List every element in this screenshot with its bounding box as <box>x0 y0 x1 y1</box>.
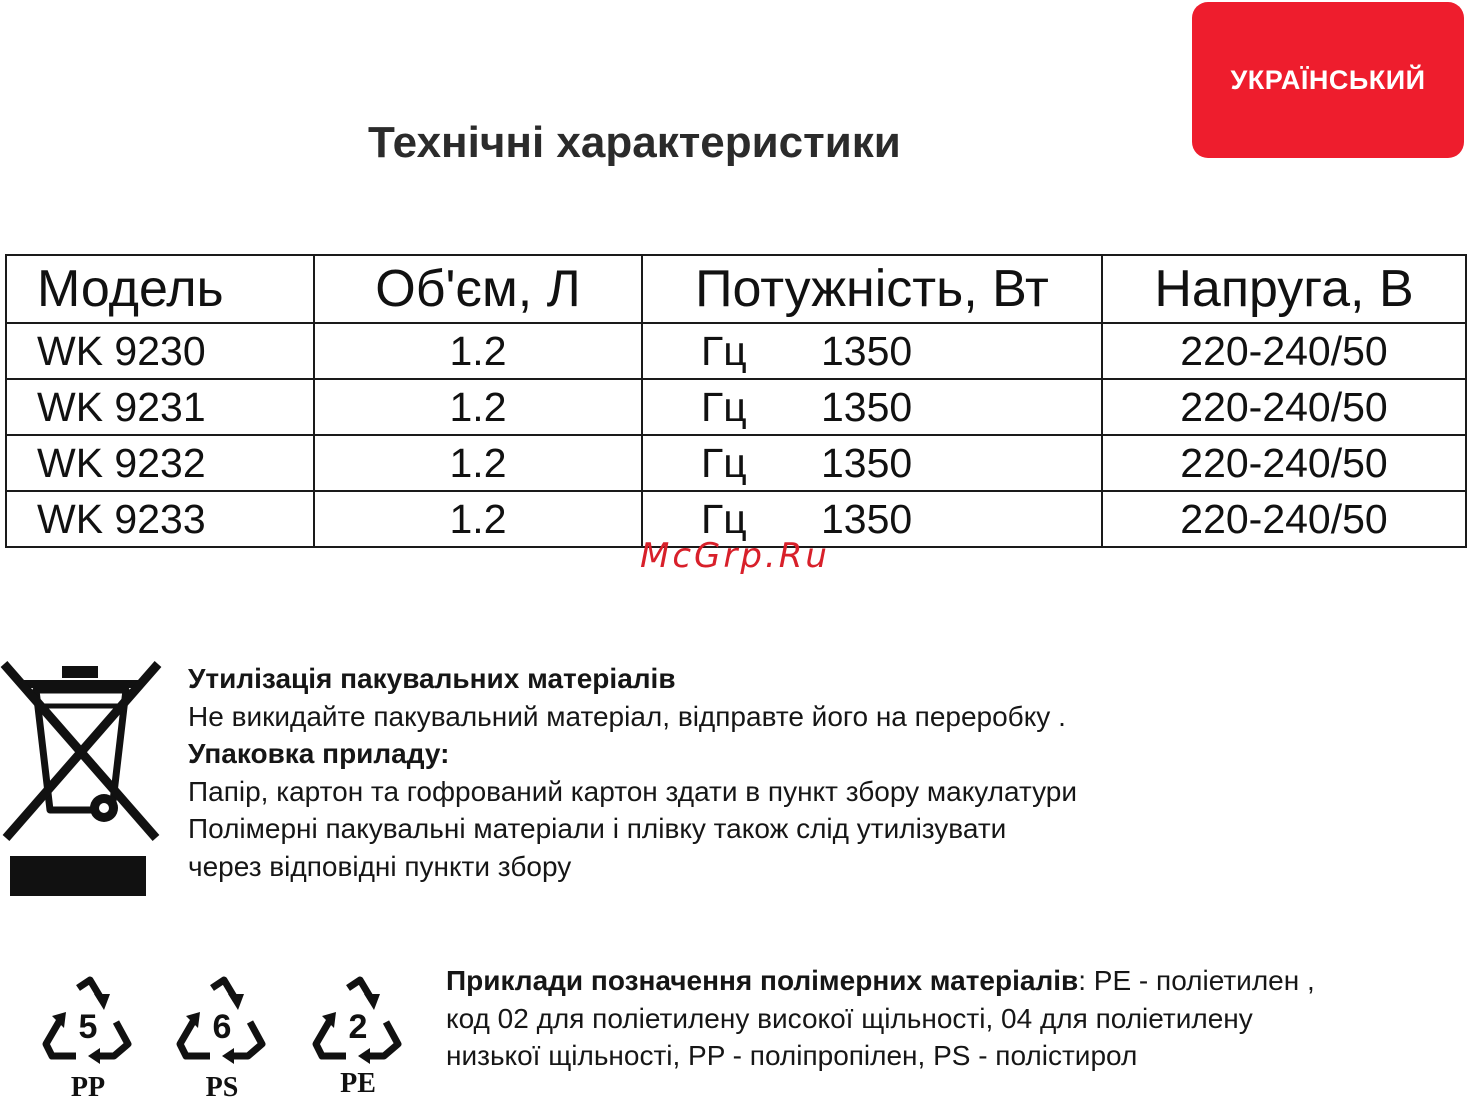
disposal-text-3: Полімерні пакувальні матеріали і плівку також слід утилізувати <box>188 813 1007 844</box>
cell-volume: 1.2 <box>314 323 642 379</box>
cell-voltage: 220-240/50 <box>1102 435 1466 491</box>
recycle-icon-ps <box>172 972 272 1102</box>
cell-voltage: 220-240/50 <box>1102 323 1466 379</box>
recycle-number: 5 <box>78 1008 98 1046</box>
cell-power-value: 1350 <box>821 383 913 430</box>
cell-model: WK 9232 <box>6 435 314 491</box>
table-row <box>6 323 1466 379</box>
table-row <box>6 435 1466 491</box>
polymer-heading: Приклади позначення полімерних матеріалів <box>446 965 1079 996</box>
header-model: Модель <box>6 255 314 323</box>
header-voltage: Напруга, В <box>1102 255 1466 323</box>
cell-model: WK 9233 <box>6 491 314 547</box>
disposal-text-1: Не викидайте пакувальний матеріал, відправте його на переробку . <box>188 700 1066 732</box>
recycle-icon-pe <box>308 972 408 1102</box>
recycle-number: 2 <box>348 1008 368 1046</box>
cell-model: WK 9230 <box>6 323 314 379</box>
disposal-section <box>188 660 1077 885</box>
table-header-row <box>6 255 1466 323</box>
crossed-bin-icon <box>0 660 165 900</box>
cell-unit: Гц <box>701 327 747 374</box>
header-power: Потужність, Вт <box>642 255 1102 323</box>
page-title: Технічні характеристики <box>368 118 901 167</box>
cell-model: WK 9231 <box>6 379 314 435</box>
cell-power-value: 1350 <box>821 439 913 486</box>
cell-power-value: 1350 <box>821 495 913 542</box>
language-badge <box>1192 2 1464 158</box>
spec-table <box>5 254 1467 548</box>
recycle-number: 6 <box>212 1008 232 1046</box>
watermark: McGrp.Ru <box>640 536 830 576</box>
polymer-section <box>446 962 1315 1075</box>
language-label: УКРАЇНСЬКИЙ <box>1230 64 1426 95</box>
cell-volume: 1.2 <box>314 435 642 491</box>
cell-unit: Гц <box>701 439 747 486</box>
cell-unit: Гц <box>701 383 747 430</box>
disposal-text-4: через відповідні пункти збору <box>188 850 572 882</box>
recycle-code: PP <box>70 1072 106 1102</box>
table-row <box>6 379 1466 435</box>
header-volume: Об'єм, Л <box>314 255 642 323</box>
cell-unit: Гц <box>701 495 747 542</box>
polymer-line-1 <box>446 962 1315 1000</box>
polymer-text-2: код 02 для поліетилену високої щільності, 04 для поліетилену <box>446 1002 1253 1034</box>
polymer-text-3: низької щільності, PP - поліпропілен, PS - полістирол <box>446 1040 1138 1071</box>
cell-voltage: 220-240/50 <box>1102 379 1466 435</box>
cell-power <box>642 379 1102 435</box>
cell-power <box>642 323 1102 379</box>
recycle-code: PE <box>340 1068 376 1099</box>
disposal-text-2: Папір, картон та гофрований картон здати в пункт збору макулатури <box>188 775 1077 807</box>
cell-volume: 1.2 <box>314 379 642 435</box>
cell-volume: 1.2 <box>314 491 642 547</box>
disposal-heading: Утилізація пакувальних матеріалів <box>188 663 676 694</box>
cell-power <box>642 435 1102 491</box>
recycle-icon-pp <box>38 972 138 1102</box>
recycle-code: PS <box>205 1072 239 1102</box>
cell-power-value: 1350 <box>821 327 913 374</box>
polymer-text-1: : PE - поліетилен , <box>1078 965 1315 996</box>
packaging-subheading: Упаковка приладу: <box>188 738 450 769</box>
cell-voltage: 220-240/50 <box>1102 491 1466 547</box>
